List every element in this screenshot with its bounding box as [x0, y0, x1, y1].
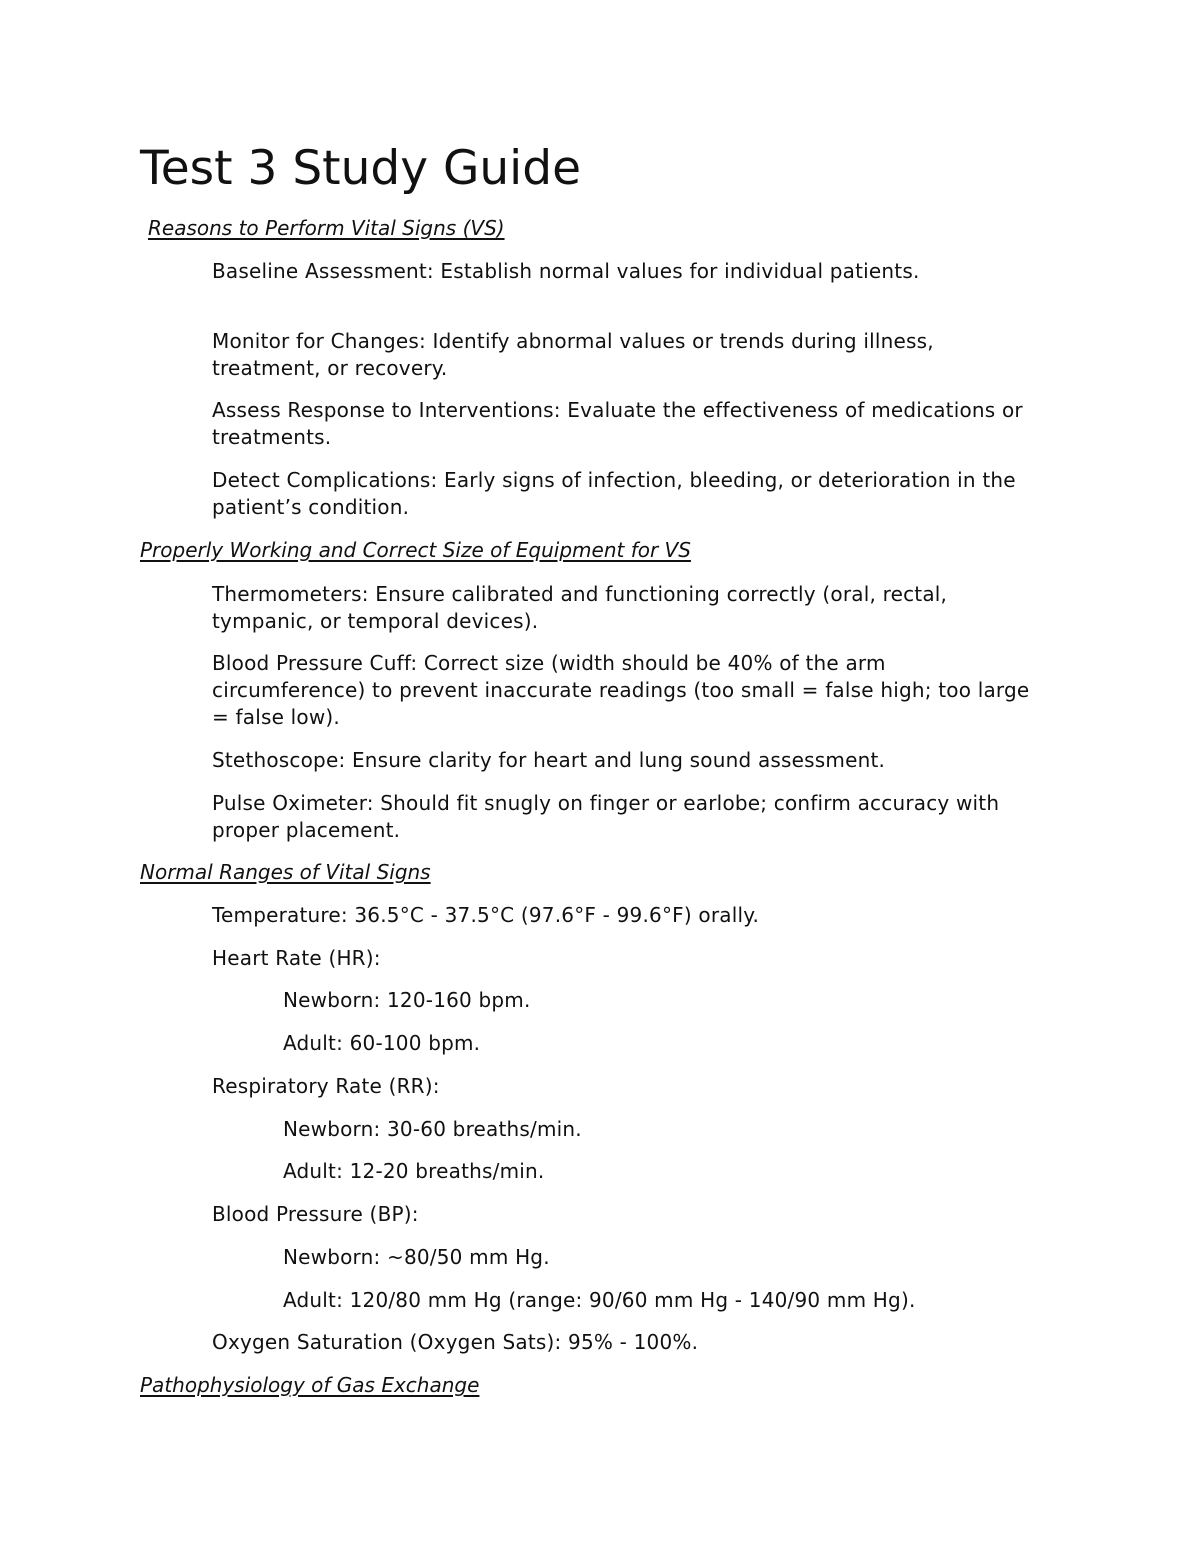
section-heading-normal-ranges: Normal Ranges of Vital Signs	[140, 860, 431, 884]
section-heading-gas-exchange: Pathophysiology of Gas Exchange	[140, 1373, 480, 1397]
section-heading-reasons: Reasons to Perform Vital Signs (VS)	[148, 216, 505, 240]
list-item: Newborn: 120-160 bpm.	[283, 988, 531, 1012]
list-item: Monitor for Changes: Identify abnormal values or trends during illness, treatment, or recovery.	[212, 329, 934, 380]
list-item: Thermometers: Ensure calibrated and functioning correctly (oral, rectal, tympanic, or temporal devices).	[212, 582, 948, 633]
list-item: Respiratory Rate (RR):	[212, 1074, 440, 1098]
list-item: Pulse Oximeter: Should fit snugly on finger or earlobe; confirm accuracy with proper placement.	[212, 791, 1000, 842]
list-item: Temperature: 36.5°C - 37.5°C (97.6°F - 99.6°F) orally.	[212, 903, 760, 927]
list-item: Oxygen Saturation (Oxygen Sats): 95% - 100%.	[212, 1330, 699, 1354]
list-item: Heart Rate (HR):	[212, 946, 381, 970]
section-heading-equipment: Properly Working and Correct Size of Equipment for VS	[140, 538, 691, 562]
list-item: Adult: 60-100 bpm.	[283, 1031, 481, 1055]
page-title: Test 3 Study Guide	[140, 141, 581, 196]
list-item: Stethoscope: Ensure clarity for heart and lung sound assessment.	[212, 748, 886, 772]
list-item: Detect Complications: Early signs of infection, bleeding, or deterioration in the patient’s condition.	[212, 468, 1016, 519]
list-item: Assess Response to Interventions: Evaluate the effectiveness of medications or treatments.	[212, 398, 1023, 449]
list-item: Adult: 120/80 mm Hg (range: 90/60 mm Hg - 140/90 mm Hg).	[283, 1288, 916, 1312]
list-item: Blood Pressure Cuff: Correct size (width should be 40% of the arm circumference) to prevent inaccurate readings (too small = false high; too large = false low).	[212, 651, 1030, 729]
list-item: Newborn: 30-60 breaths/min.	[283, 1117, 582, 1141]
list-item: Newborn: ~80/50 mm Hg.	[283, 1245, 550, 1269]
list-item: Blood Pressure (BP):	[212, 1202, 419, 1226]
list-item: Baseline Assessment: Establish normal values for individual patients.	[212, 259, 920, 283]
list-item: Adult: 12-20 breaths/min.	[283, 1159, 545, 1183]
